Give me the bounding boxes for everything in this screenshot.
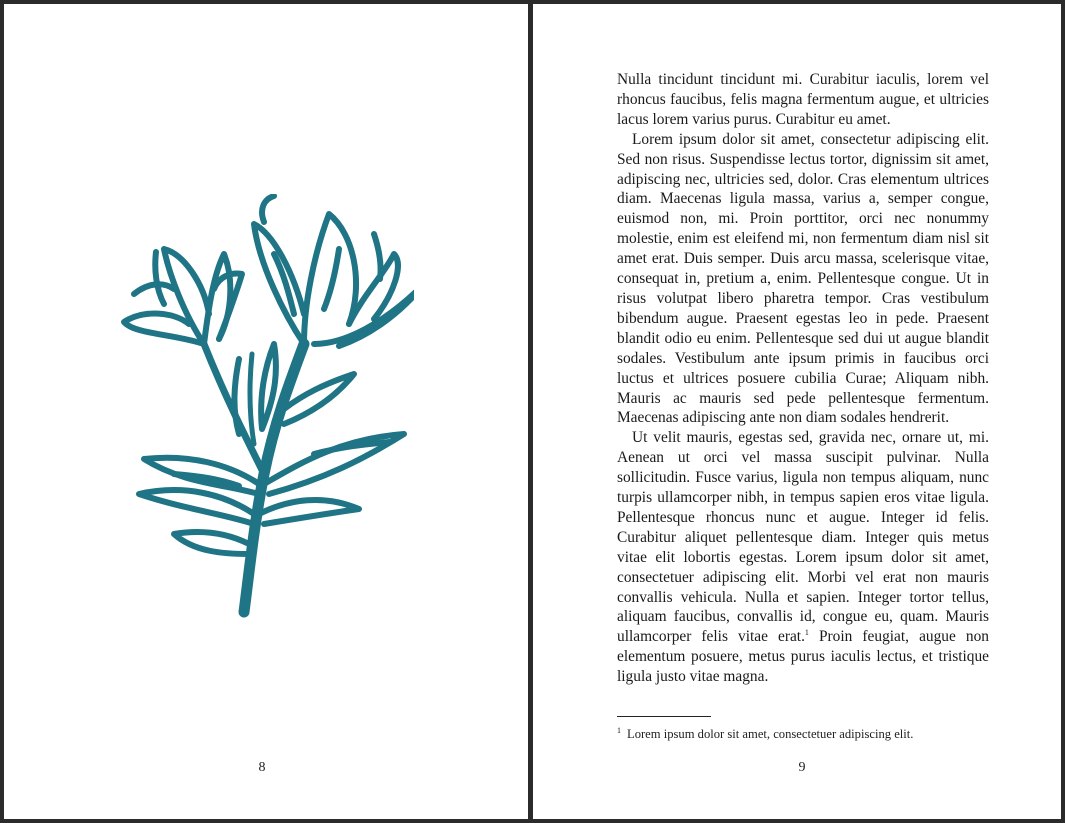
body-text — [617, 70, 989, 687]
footnote-reference[interactable]: 1 — [804, 628, 809, 638]
page-number-right: 9 — [798, 760, 806, 775]
paragraph-3-before-note: Ut velit mauris, egestas sed, gravida nec, ornare ut, mi. Aenean ut orci vel massa suscipit pulvinar. Nulla sollicitudin. Fusce varius, ligula non tempus aliquam, nunc turpis ullamcorper nibh, in tempus sapien eros vitae ligula. Pellentesque rhoncus nunc et augue. Integer id felis. Curabitur aliquet pellentesque diam. Integer quis metus vitae elit lobortis egestas. Lorem ipsum dolor sit amet, consectetuer adipiscing elit. Morbi vel erat non mauris convallis vehicula. Nulla et sapien. Integer tortor tellus, aliquam faucibus, convallis id, congue eu, quam. Mauris ullamcorper felis vitae erat. — [617, 429, 989, 646]
flower-illustration-icon — [114, 194, 414, 624]
footnote — [617, 723, 997, 742]
right-page — [533, 4, 1061, 819]
footnote-marker: 1 — [617, 726, 621, 735]
paragraph-3-after-note: Proin feugiat, augue non elementum posuere, metus purus iaculis lectus, et tristique ligula justo vitae magna. — [617, 628, 990, 686]
footnote-text: Lorem ipsum dolor sit amet, consectetuer adipiscing elit. — [627, 727, 914, 741]
left-page — [4, 4, 528, 819]
page-number-left: 8 — [258, 760, 266, 775]
paragraph-3 — [617, 428, 989, 687]
paragraph-2: Lorem ipsum dolor sit amet, consectetur adipiscing elit. Sed non risus. Suspendisse lectus tortor, dignissim sit amet, adipiscing nec, ultricies sed, dolor. Cras elementum ultrices diam. Maecenas ligula massa, varius a, semper congue, euismod non, mi. Proin porttitor, orci nec nonummy molestie, enim est eleifend mi, non fermentum diam nisl sit amet erat. Duis semper. Duis arcu massa, scelerisque vitae, consequat in, pretium a, enim. Pellentesque congue. Ut in risus volutpat libero pharetra tempor. Cras vestibulum bibendum augue. Praesent egestas leo in pede. Praesent blandit odio eu enim. Pellentesque sed dui ut augue blandit sodales. Vestibulum ante ipsum primis in faucibus orci luctus et ultrices posuere cubilia Curae; Aliquam nibh. Mauris ac mauris sed pede pellentesque fermentum. Maecenas adipiscing ante non diam sodales hendrerit. — [617, 130, 989, 427]
paragraph-1: Nulla tincidunt tincidunt mi. Curabitur iaculis, lorem vel rhoncus faucibus, felis magna fermentum augue, et ultricies lacus lorem varius purus. Curabitur eu amet. — [617, 71, 989, 128]
footnote-divider — [617, 716, 711, 717]
